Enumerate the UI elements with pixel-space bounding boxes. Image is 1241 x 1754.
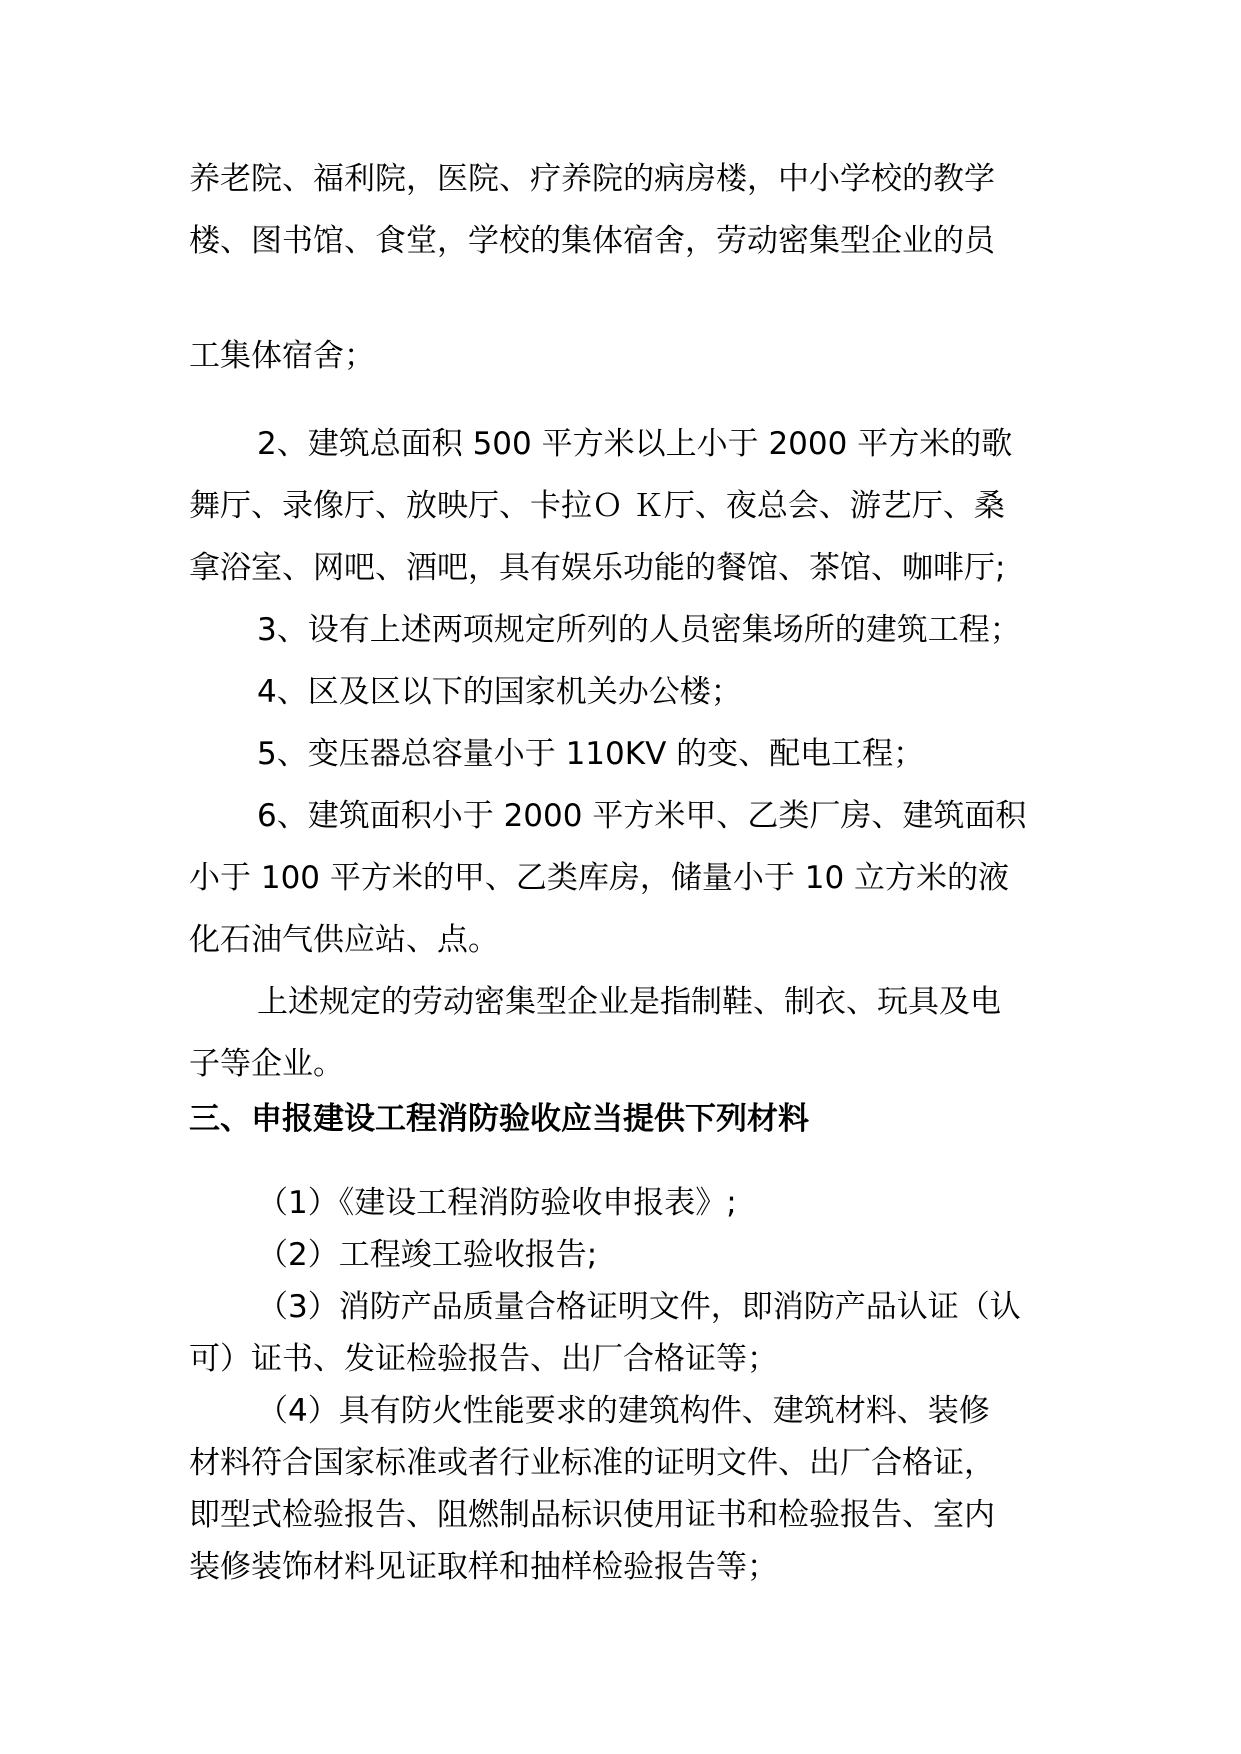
text-line: （2）工程竣工验收报告;	[257, 1237, 598, 1273]
text-line: 材料符合国家标准或者行业标准的证明文件、出厂合格证，	[189, 1445, 995, 1481]
text-line: 5、变压器总容量小于 110KV 的变、配电工程；	[257, 736, 925, 772]
text-line: 3、设有上述两项规定所列的人员密集场所的建筑工程；	[257, 612, 1021, 648]
text-line: （1）《建设工程消防验收申报表》;	[257, 1185, 737, 1221]
text-line: 2、建筑总面积 500 平方米以上小于 2000 平方米的歌	[257, 426, 1013, 462]
text-line: 楼、图书馆、食堂，学校的集体宿舍，劳动密集型企业的员	[189, 223, 995, 259]
text-line: 上述规定的劳动密集型企业是指制鞋、制衣、玩具及电	[257, 984, 1001, 1020]
text-line: 4、区及区以下的国家机关办公楼；	[257, 674, 742, 710]
text-line: 养老院、福利院，医院、疗养院的病房楼，中小学校的教学	[189, 161, 995, 197]
text-line: 工集体宿舍；	[189, 338, 375, 374]
text-line: 子等企业。	[189, 1046, 344, 1082]
text-line: 即型式检验报告、阻燃制品标识使用证书和检验报告、室内	[189, 1497, 995, 1533]
text-line: 小于 100 平方米的甲、乙类库房，储量小于 10 立方米的液	[189, 860, 1010, 896]
text-line: 6、建筑面积小于 2000 平方米甲、乙类厂房、建筑面积	[257, 798, 1027, 834]
text-line: 化石油气供应站、点。	[189, 922, 499, 958]
section-heading: 三、申报建设工程消防验收应当提供下列材料	[189, 1101, 809, 1137]
text-line: 拿浴室、网吧、酒吧，具有娱乐功能的餐馆、茶馆、咖啡厅;	[189, 550, 1006, 586]
text-line: 舞厅、录像厅、放映厅、卡拉Ｏ Ｋ厅、夜总会、游艺厅、桑	[189, 488, 1005, 524]
text-line: 可）证书、发证检验报告、出厂合格证等；	[189, 1341, 778, 1377]
text-line: （3）消防产品质量合格证明文件，即消防产品认证（认	[257, 1289, 1021, 1325]
text-line: 装修装饰材料见证取样和抽样检验报告等；	[189, 1549, 778, 1585]
text-line: （4）具有防火性能要求的建筑构件、建筑材料、装修	[257, 1393, 990, 1429]
